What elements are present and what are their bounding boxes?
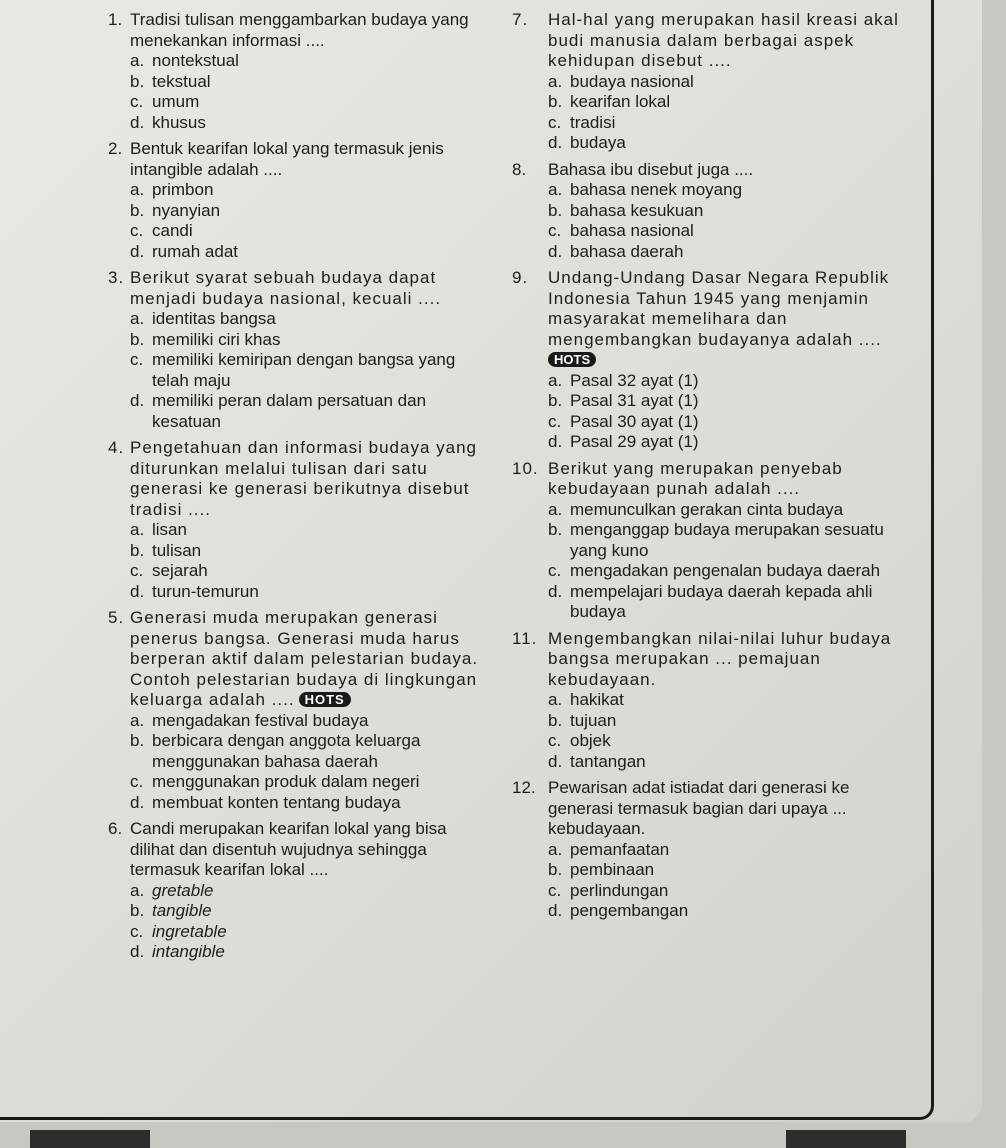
option[interactable]: b. menganggap budaya merupakan sesuatu yang kuno [548, 520, 884, 560]
option[interactable]: d. bahasa daerah [548, 241, 684, 261]
question-number: 9. [512, 268, 529, 287]
question-2 [108, 139, 488, 262]
option[interactable]: c. Pasal 30 ayat (1) [548, 411, 699, 431]
hots-badge: HOTS [299, 692, 351, 707]
option[interactable]: a. gretable [130, 880, 214, 900]
option[interactable]: d. intangible [130, 942, 225, 961]
question-number: 7. [512, 10, 529, 29]
option[interactable]: a. pemanfaatan [548, 839, 670, 859]
option[interactable]: c. mengadakan pengenalan budaya daerah [548, 561, 881, 580]
option[interactable]: b. berbicara dengan anggota keluarga menggunakan bahasa daerah [130, 731, 421, 771]
question-stem: Berikut yang merupakan penyebab kebudayaan punah adalah .... [548, 458, 843, 498]
option[interactable]: a. primbon [130, 180, 214, 199]
option[interactable]: d. tantangan [548, 751, 646, 771]
option[interactable]: a. identitas bangsa [130, 309, 276, 328]
question-number: 1. [108, 10, 123, 29]
option[interactable]: d. khusus [130, 112, 206, 132]
option[interactable]: d. turun-temurun [130, 581, 259, 601]
option[interactable]: c. menggunakan produk dalam negeri [130, 772, 420, 791]
question-stem: Undang-Undang Dasar Negara Republik Indonesia Tahun 1945 yang menjamin masyarakat memelihara dan mengembangkan budayanya adalah .... [548, 268, 890, 349]
question-7 [512, 10, 904, 154]
option[interactable]: a. Pasal 32 ayat (1) [548, 370, 699, 390]
question-number: 6. [108, 819, 123, 838]
hots-badge: HOTS [548, 352, 596, 367]
option[interactable]: d. rumah adat [130, 241, 238, 261]
option[interactable]: d. memiliki peran dalam persatuan dan kesatuan [130, 391, 427, 431]
option[interactable]: b. nyanyian [130, 200, 221, 220]
option[interactable]: a. mengadakan festival budaya [130, 710, 369, 730]
option[interactable]: c. umum [130, 92, 200, 111]
question-stem: Pewarisan adat istiadat dari generasi ke generasi termasuk bagian dari upaya ... kebudayaan. [548, 778, 850, 838]
footer-shape-left [30, 1130, 150, 1148]
option[interactable]: b. kearifan lokal [548, 92, 671, 111]
question-5 [108, 608, 488, 813]
question-number: 2. [108, 139, 123, 158]
question-stem: Mengembangkan nilai-nilai luhur budaya bangsa merupakan ... pemajuan kebudayaan. [548, 628, 892, 689]
right-column [512, 10, 904, 924]
option[interactable]: a. lisan [130, 520, 187, 539]
question-number: 3. [108, 268, 125, 287]
footer-shape-right [786, 1130, 906, 1148]
question-1 [108, 10, 488, 133]
option[interactable]: d. pengembangan [548, 901, 689, 920]
option[interactable]: c. candi [130, 221, 193, 240]
option[interactable]: a. budaya nasional [548, 71, 694, 91]
question-12 [512, 778, 904, 922]
option[interactable]: a. hakikat [548, 690, 624, 709]
question-11 [512, 629, 904, 773]
option[interactable]: b. memiliki ciri khas [130, 329, 281, 349]
option[interactable]: c. bahasa nasional [548, 221, 694, 240]
question-number: 11. [512, 628, 538, 648]
option[interactable]: a. memunculkan gerakan cinta budaya [548, 499, 844, 519]
question-stem: Tradisi tulisan menggambarkan budaya yang menekankan informasi .... [130, 10, 469, 50]
option[interactable]: d. Pasal 29 ayat (1) [548, 432, 699, 451]
question-4 [108, 438, 488, 602]
option[interactable]: b. Pasal 31 ayat (1) [548, 391, 699, 410]
question-stem: Candi merupakan kearifan lokal yang bisa dilihat dan disentuh wujudnya sehingga termasuk kearifan lokal .... [130, 819, 447, 879]
option[interactable]: d. mempelajari budaya daerah kepada ahli budaya [548, 581, 873, 621]
option[interactable]: c. perlindungan [548, 880, 669, 900]
question-number: 12. [512, 778, 536, 797]
option[interactable]: d. budaya [548, 133, 626, 152]
question-9 [512, 268, 904, 453]
option[interactable]: b. tujuan [548, 710, 617, 730]
option[interactable]: a. nontekstual [130, 51, 239, 70]
option[interactable]: b. tangible [130, 901, 212, 920]
question-8 [512, 160, 904, 263]
question-number: 8. [512, 159, 527, 179]
option[interactable]: b. tekstual [130, 71, 211, 91]
question-number: 4. [108, 438, 125, 457]
left-column [108, 10, 488, 965]
question-stem: Pengetahuan dan informasi budaya yang diturunkan melalui tulisan dari satu generasi ke generasi berikutnya disebut tradisi .... [130, 438, 478, 519]
question-3 [108, 268, 488, 432]
question-number: 10. [512, 458, 539, 478]
question-10 [512, 459, 904, 623]
question-6 [108, 819, 488, 963]
option[interactable]: c. tradisi [548, 112, 616, 132]
option[interactable]: c. memiliki kemiripan dengan bangsa yang telah maju [130, 350, 456, 390]
option[interactable]: b. tulisan [130, 540, 202, 560]
question-stem: Berikut syarat sebuah budaya dapat menjadi budaya nasional, kecuali .... [130, 268, 442, 308]
question-stem: Bahasa ibu disebut juga .... [548, 159, 754, 179]
option[interactable]: b. bahasa kesukuan [548, 200, 704, 220]
option[interactable]: d. membuat konten tentang budaya [130, 792, 401, 812]
question-stem: Hal-hal yang merupakan hasil kreasi akal budi manusia dalam berbagai aspek kehidupan disebut .... [548, 10, 899, 70]
option[interactable]: c. objek [548, 731, 611, 750]
option[interactable]: c. ingretable [130, 921, 227, 941]
option[interactable]: c. sejarah [130, 561, 208, 580]
option[interactable]: a. bahasa nenek moyang [548, 180, 743, 199]
option[interactable]: b. pembinaan [548, 860, 655, 879]
question-stem: Generasi muda merupakan generasi penerus bangsa. Generasi muda harus berperan aktif dalam pelestarian budaya. Contoh pelestarian budaya di lingkungan keluarga adalah .... [130, 608, 479, 709]
question-number: 5. [108, 608, 125, 627]
question-stem: Bentuk kearifan lokal yang termasuk jenis intangible adalah .... [130, 139, 444, 179]
